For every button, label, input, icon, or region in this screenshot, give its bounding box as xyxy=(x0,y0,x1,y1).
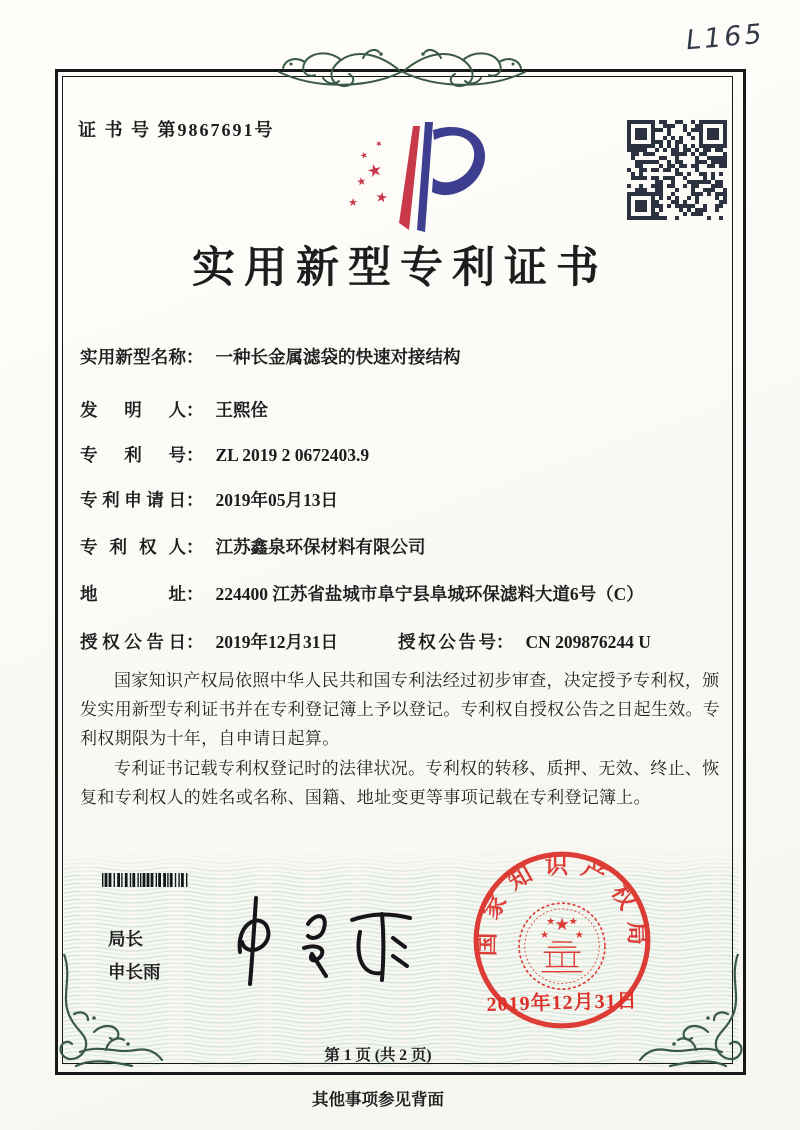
field-colon: ： xyxy=(186,490,204,510)
field-value: 王熙佺 xyxy=(215,400,268,420)
field-value: 2019年05月13日 xyxy=(215,490,338,510)
field-row xyxy=(80,344,461,369)
field-value: 2019年12月31日 xyxy=(215,632,338,652)
back-side-note: 其他事项参见背面 xyxy=(312,1090,444,1109)
field-label: 发明人 xyxy=(80,400,186,420)
field-value: 江苏鑫泉环保材料有限公司 xyxy=(215,537,426,557)
certificate-number: 证 书 号 第9867691号 xyxy=(78,120,275,140)
barcode xyxy=(102,873,188,887)
field-label: 授权公告日 xyxy=(80,632,186,652)
field-row xyxy=(80,534,426,559)
svg-text:★: ★ xyxy=(574,929,584,941)
field-colon: ： xyxy=(186,445,204,465)
page-title: 实用新型专利证书 xyxy=(192,245,608,292)
commissioner-name: 申长雨 xyxy=(108,962,161,982)
qr-code xyxy=(627,120,727,220)
field-value: 224400 江苏省盐城市阜宁县阜城环保滤料大道6号（C） xyxy=(215,584,644,604)
top-scroll-ornament-icon xyxy=(277,44,527,100)
svg-text:★: ★ xyxy=(546,916,556,928)
field-colon: ： xyxy=(186,347,204,367)
legal-text-block xyxy=(80,666,732,812)
field-label: 专利号 xyxy=(80,445,186,465)
barcode-icon xyxy=(102,873,188,887)
seal-ring-text: 国家知识产权局 xyxy=(474,852,650,957)
svg-text:★: ★ xyxy=(554,914,570,935)
field-pair-secondary xyxy=(398,629,651,654)
field-colon: ： xyxy=(186,632,204,652)
svg-text:★: ★ xyxy=(364,159,385,183)
svg-text:国家知识产权局 xyxy=(473,852,651,957)
field-label: 实用新型名称 xyxy=(80,347,186,367)
handwritten-note: L165 xyxy=(684,18,766,57)
field-row xyxy=(80,581,644,606)
field-value: CN 209876244 U xyxy=(525,632,651,652)
field-colon: ： xyxy=(496,632,514,652)
field-row xyxy=(80,397,268,422)
field-label: 授权公告号 xyxy=(398,632,496,652)
seal-date: 2019年12月31日 xyxy=(486,990,638,1016)
field-label: 地址 xyxy=(80,584,186,604)
field-colon: ： xyxy=(186,400,204,420)
legal-paragraph-2: 专利证书记载专利权登记时的法律状况。专利权的转移、质押、无效、终止、恢复和专利权人的姓名或名称、国籍、地址变更等事项记载在专利登记簿上。 xyxy=(80,758,720,807)
field-row xyxy=(80,487,338,512)
field-label: 专利权人 xyxy=(80,537,186,557)
field-value: 一种长金属滤袋的快速对接结构 xyxy=(215,347,461,367)
svg-text:★: ★ xyxy=(348,196,358,209)
field-label: 专利申请日 xyxy=(80,490,186,510)
svg-text:★: ★ xyxy=(540,929,550,941)
field-colon: ： xyxy=(186,537,204,557)
legal-paragraph-1: 国家知识产权局依照中华人民共和国专利法经过初步审查，决定授予专利权，颁发实用新型专利证书并在专利登记簿上予以登记。专利权自授权公告之日起生效。专利权期限为十年，自申请日起算。 xyxy=(80,671,721,749)
svg-text:★: ★ xyxy=(374,189,389,207)
field-value: ZL 2019 2 0672403.9 xyxy=(215,445,370,465)
qr-code-icon xyxy=(627,120,727,220)
field-colon: ： xyxy=(186,584,204,604)
seal-emblem-gate xyxy=(542,942,583,972)
svg-text:★: ★ xyxy=(568,916,578,928)
svg-text:★: ★ xyxy=(355,174,368,189)
svg-text:★: ★ xyxy=(358,150,370,163)
page-number: 第 1 页 (共 2 页) xyxy=(324,1047,432,1064)
seal-emblem-stars xyxy=(540,915,584,941)
commissioner-title: 局长 xyxy=(108,929,143,949)
field-row xyxy=(80,442,369,467)
cnipa-logo-icon xyxy=(333,110,503,236)
field-row xyxy=(80,629,651,654)
signature-handwriting-icon xyxy=(212,890,417,992)
svg-text:★: ★ xyxy=(373,138,385,150)
